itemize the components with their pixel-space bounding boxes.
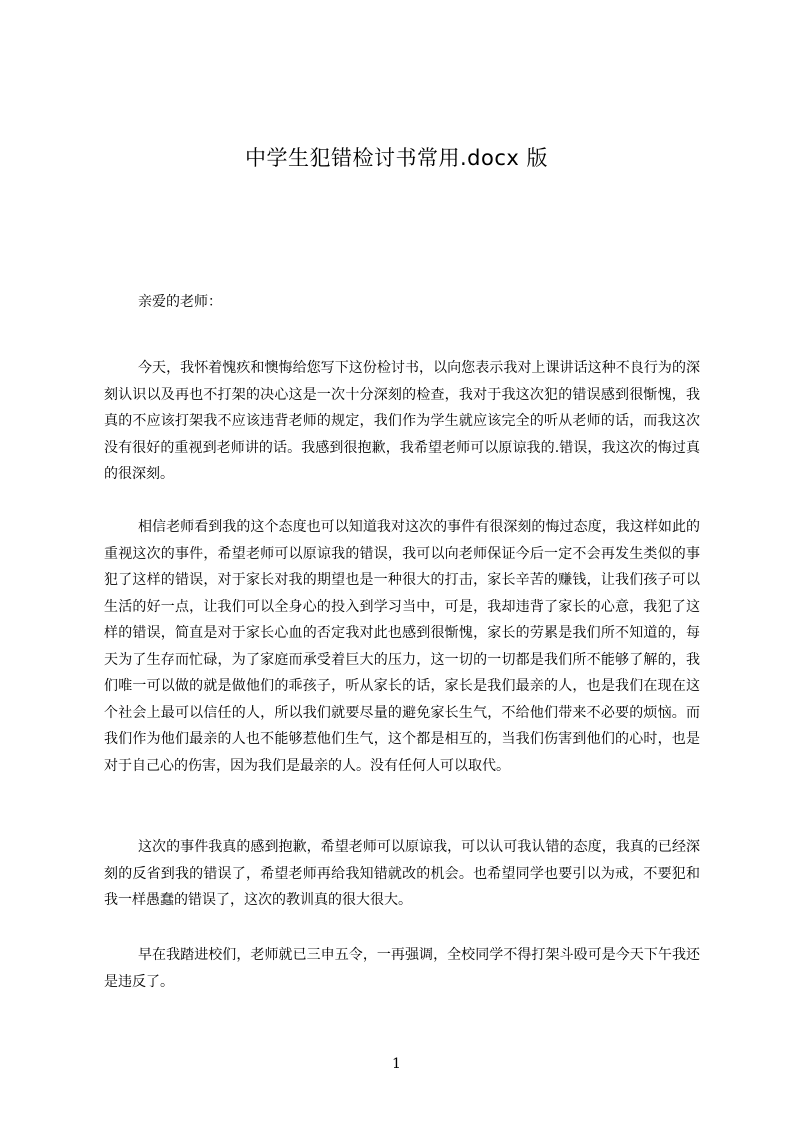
paragraph: 相信老师看到我的这个态度也可以知道我对这次的事件有很深刻的悔过态度，我这样如此的重视这次的事件，希望老师可以原谅我的错误，我可以向老师保证今后一定不会再发生类似的事犯了这样的错误，对于家长对我的期望也是一种很大的打击，家长辛苦的赚钱，让我们孩子可以生活的好一点，让我们可以全身心的投入到学习当中，可是，我却违背了家长的心意，我犯了这样的错误，简直是对于家长心血的否定我对此也感到很惭愧，家长的劳累是我们所不知道的，每天为了生存而忙碌，为了家庭而承受着巨大的压力，这一切的一切都是我们所不能够了解的，我们唯一可以做的就是做他们的乖孩子，听从家长的话，家长是我们最亲的人，也是我们在现在这个社会上最可以信任的人，所以我们就要尽量的避免家长生气，不给他们带来不必要的烦恼。而我们作为他们最亲的人也不能够惹他们生气，这个都是相互的，当我们伤害到他们的心时，也是对于自己心的伤害，因为我们是最亲的人。没有任何人可以取代。 (104, 519, 700, 774)
paragraph: 今天，我怀着愧疚和懊悔给您写下这份检讨书，以向您表示我对上课讲话这种不良行为的深刻认识以及再也不打架的决心这是一次十分深刻的检查，我对于我这次犯的错误感到很惭愧，我真的不应该打架我不应该违背老师的规定，我们作为学生就应该完全的听从老师的话，而我这次没有很好的重视到老师讲的话。我感到很抱歉，我希望老师可以原谅我的.错误，我这次的悔过真的很深刻。 (104, 360, 700, 482)
salutation: 亲爱的老师： (138, 294, 222, 310)
paragraph: 早在我踏进校们，老师就已三申五令，一再强调，全校同学不得打架斗殴可是今天下午我还是违反了。 (104, 947, 700, 990)
page-number: 1 (392, 1056, 401, 1072)
document-title: 中学生犯错检讨书常用.docx 版 (244, 146, 548, 170)
paragraph: 这次的事件我真的感到抱歉，希望老师可以原谅我，可以认可我认错的态度，我真的已经深刻的反省到我的错误了，希望老师再给我知错就改的机会。也希望同学也要引以为戒，不要犯和我一样愚蠢的错误了，这次的教训真的很大很大。 (104, 839, 700, 908)
